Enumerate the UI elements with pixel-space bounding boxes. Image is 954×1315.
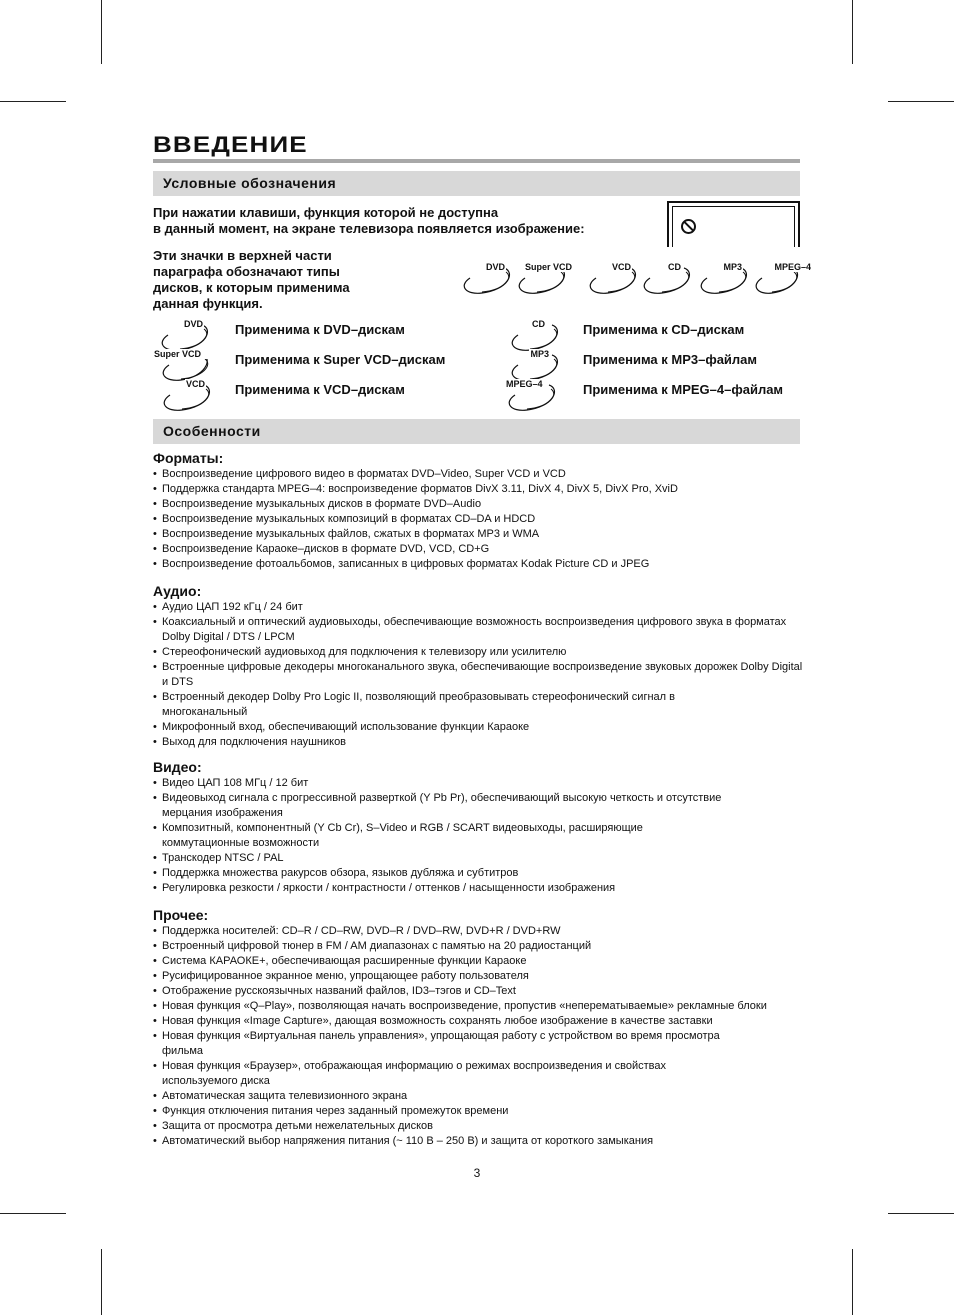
list-item: • Воспроизведение музыкальных файлов, сжатых в форматах MP3 и WMA	[153, 527, 803, 542]
list-item: • Воспроизведение музыкальных композиций в форматах CD–DA и HDCD	[153, 512, 803, 527]
group-title-formats: Форматы:	[153, 450, 224, 466]
list-item: • Новая функция «Браузер», отображающая информацию о режимах воспроизведения и свойствах используемого диска	[153, 1059, 803, 1089]
page-title: ВВЕДЕНИЕ	[153, 132, 308, 157]
tv-screen-icon	[667, 201, 800, 247]
legend-badge-super-vcd: Super VCD	[153, 349, 213, 385]
crop-mark	[888, 101, 954, 102]
list-item: • Система КАРАОКЕ+, обеспечивающая расширенные функции Караоке	[153, 954, 803, 969]
intro-line-2: в данный момент, на экране телевизора появляется изображение:	[153, 221, 585, 236]
list-item: • Поддержка множества ракурсов обзора, языков дубляжа и субтитров	[153, 866, 803, 881]
list-item: • Встроенный декодер Dolby Pro Logic II, позволяющий преобразовывать стереофонический сигнал в многоканальный	[153, 690, 803, 720]
intro-desc-1: Эти значки в верхней части	[153, 248, 332, 263]
list-item: • Микрофонный вход, обеспечивающий использование функции Караоке	[153, 720, 803, 735]
list-audio	[153, 600, 803, 750]
list-item: • Новая функция «Виртуальная панель управления», упрощающая работу с устройством во время просмотра фильма	[153, 1029, 803, 1059]
list-item: • Стереофонический аудиовыход для подключения к телевизору или усилителю	[153, 645, 803, 660]
section-symbols: Условные обозначения	[153, 171, 800, 196]
legend-dvd: Применима к DVD–дискам	[235, 322, 405, 337]
legend-super-vcd: Применима к Super VCD–дискам	[235, 352, 446, 367]
section-features: Особенности	[153, 419, 800, 444]
list-item: • Русифицированное экранное меню, упрощающее работу пользователя	[153, 969, 803, 984]
list-formats	[153, 467, 803, 572]
list-item: • Автоматический выбор напряжения питания (~ 110 В – 250 В) и защита от короткого замыкания	[153, 1134, 803, 1149]
list-item: • Отображение русскоязычных названий файлов, ID3–тэгов и CD–Text	[153, 984, 803, 999]
legend-vcd: Применима к VCD–дискам	[235, 382, 405, 397]
intro-desc-2: параграфа обозначают типы	[153, 264, 340, 279]
crop-mark	[852, 0, 853, 64]
crop-mark	[101, 1249, 102, 1315]
list-item: • Видео ЦАП 108 МГц / 12 бит	[153, 776, 803, 791]
group-title-other: Прочее:	[153, 907, 209, 923]
legend-mpeg4: Применима к MPEG–4–файлам	[583, 382, 784, 397]
list-item: • Новая функция «Q–Play», позволяющая начать воспроизведение, пропустив «неперематываемые» рекламные блоки	[153, 999, 803, 1014]
legend-badge-dvd: DVD	[158, 319, 218, 355]
list-item: • Воспроизведение цифрового видео в форматах DVD–Video, Super VCD и VCD	[153, 467, 803, 482]
legend-cd: Применима к CD–дискам	[583, 322, 745, 337]
disc-badge-vcd: VCD	[586, 262, 646, 298]
list-item: • Видеовыход сигнала с прогрессивной разверткой (Y Pb Pr), обеспечивающий высокую четкость и отсутствие мерцания изображения	[153, 791, 803, 821]
list-item: • Аудио ЦАП 192 кГц / 24 бит	[153, 600, 803, 615]
list-item: • Автоматическая защита телевизионного экрана	[153, 1089, 803, 1104]
crop-mark	[0, 101, 66, 102]
list-item: • Композитный, компонентный (Y Cb Cr), S–Video и RGB / SCART видеовыходы, расширяющие коммутационные возможности	[153, 821, 803, 851]
list-item: • Функция отключения питания через заданный промежуток времени	[153, 1104, 803, 1119]
disc-badge-mp3: MP3	[697, 262, 757, 298]
intro-desc-3: дисков, к которым применима	[153, 280, 350, 295]
list-item: • Встроенный цифровой тюнер в FM / AM диапазонах с памятью на 20 радиостанций	[153, 939, 803, 954]
intro-desc-4: данная функция.	[153, 296, 263, 311]
legend-badge-cd: CD	[508, 319, 568, 355]
group-title-audio: Аудио:	[153, 583, 202, 599]
page-number: 3	[473, 1166, 481, 1180]
disc-badge-dvd: DVD	[460, 262, 520, 298]
intro-line-1: При нажатии клавиши, функция которой не доступна	[153, 205, 499, 220]
list-item: • Коаксиальный и оптический аудиовыходы, обеспечивающие возможность воспроизведения цифрового звука в форматах Dolby Digital / DTS / LPCM	[153, 615, 803, 645]
list-item: • Транскодер NTSC / PAL	[153, 851, 803, 866]
crop-mark	[101, 0, 102, 64]
crop-mark	[0, 1213, 66, 1214]
list-item: • Выход для подключения наушников	[153, 735, 803, 750]
list-item: • Поддержка стандарта MPEG–4: воспроизведение форматов DivX 3.11, DivX 4, DivX 5, DivX Pro, XviD	[153, 482, 803, 497]
legend-badge-vcd: VCD	[160, 379, 220, 415]
disc-badge-mpeg4: MPEG–4	[752, 262, 812, 298]
disc-badge-super-vcd: Super VCD	[515, 262, 575, 298]
legend-badge-mpeg4: MPEG–4	[505, 379, 565, 415]
list-item: • Поддержка носителей: CD–R / CD–RW, DVD–R / DVD–RW, DVD+R / DVD+RW	[153, 924, 803, 939]
crop-mark	[852, 1249, 853, 1315]
list-item: • Регулировка резкости / яркости / контрастности / оттенков / насыщенности изображения	[153, 881, 803, 896]
list-item: • Встроенные цифровые декодеры многоканального звука, обеспечивающие воспроизведение звуковых дорожек Dolby Digital и DTS	[153, 660, 803, 690]
group-title-video: Видео:	[153, 759, 202, 775]
list-item: • Воспроизведение фотоальбомов, записанных в цифровых форматах Kodak Picture CD и JPEG	[153, 557, 803, 572]
legend-badge-mp3: MP3	[508, 349, 568, 385]
list-video	[153, 776, 803, 896]
list-item: • Воспроизведение Караоке–дисков в формате DVD, VCD, CD+G	[153, 542, 803, 557]
no-entry-icon	[681, 219, 696, 234]
list-other	[153, 924, 803, 1149]
title-rule	[153, 159, 800, 163]
disc-badge-cd: CD	[640, 262, 700, 298]
crop-mark	[888, 1213, 954, 1214]
list-item: • Новая функция «Image Capture», дающая возможность сохранять любое изображение в качестве заставки	[153, 1014, 803, 1029]
legend-mp3: Применима к MP3–файлам	[583, 352, 758, 367]
list-item: • Воспроизведение музыкальных дисков в формате DVD–Audio	[153, 497, 803, 512]
list-item: • Защита от просмотра детьми нежелательных дисков	[153, 1119, 803, 1134]
